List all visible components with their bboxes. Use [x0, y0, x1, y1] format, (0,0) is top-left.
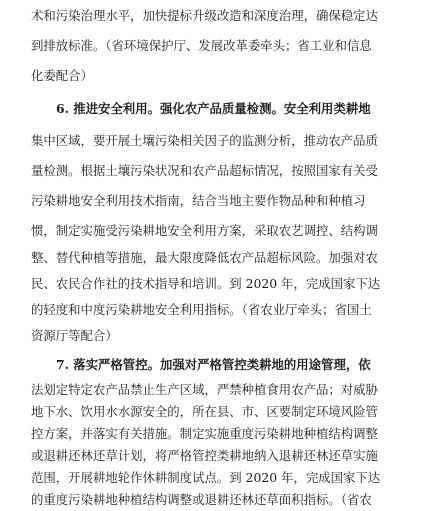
- text: 的重度污染耕地种植结构调整或退耕还林还草面积指标。（省农: [31, 492, 372, 507]
- text-line: [0, 273, 430, 295]
- text: 污染耕地安全利用技术指南，结合当地主要作物品种和种植习: [31, 193, 366, 208]
- text: 6. 推进安全利用。强化农产品质量检测。安全利用类耕地: [56, 101, 371, 116]
- text: 7. 落实严格管控。加强对严格管控类耕地的用途管理，依: [56, 357, 371, 372]
- text: 整、替代种植等措施，最大限度降低农产品超标风险。加强对农: [31, 250, 378, 265]
- text-line: [0, 247, 430, 269]
- text-line: [0, 489, 430, 511]
- text: 的轻度和中度污染耕地安全利用指标。（省农业厅牵头；省国土: [31, 302, 372, 317]
- text-line: [0, 423, 430, 445]
- text-line: [0, 35, 430, 57]
- text-line: [0, 445, 430, 467]
- text: 地下水、饮用水水源安全的，所在县、市、区要制定环境风险管: [31, 404, 378, 419]
- paragraph-heading: [0, 354, 430, 376]
- text: 民、农民合作社的技术指导和培训。到 2020 年，完成国家下达: [31, 276, 381, 291]
- text-line: [0, 401, 430, 423]
- text: 资源厅等配合）: [31, 328, 118, 343]
- text: 术和污染治理水平，加快提标升级改造和深度治理，确保稳定达: [31, 8, 378, 23]
- text: 控方案，并落实有关措施。制定实施重度污染耕地种植结构调整: [31, 426, 378, 441]
- text: 量检测。根据土壤污染状况和农产品超标情况，按照国家有关受: [31, 163, 378, 178]
- text: 范围，开展耕地轮作休耕制度试点。到 2020 年，完成国家下达: [31, 470, 381, 485]
- text-line: [0, 65, 430, 87]
- text: 惯，制定实施受污染耕地安全利用方案，采取农艺调控、结构调: [31, 223, 378, 238]
- text-line: [0, 299, 430, 321]
- text-line: [0, 5, 430, 27]
- text: 法划定特定农产品禁止生产区域，严禁种植食用农产品；对威胁: [31, 382, 378, 397]
- text-line: [0, 130, 430, 152]
- text-line: [0, 325, 430, 347]
- text: 或退耕还林还草计划，将严格管控类耕地纳入退耕还林还草实施: [31, 448, 378, 463]
- paragraph-heading: [0, 98, 430, 120]
- text: 化委配合）: [31, 68, 93, 83]
- text-line: [0, 160, 430, 182]
- text-line: [0, 190, 430, 212]
- text-line: [0, 220, 430, 242]
- text: 集中区域，要开展土壤污染相关因子的监测分析，推动农产品质: [31, 133, 378, 148]
- text-line: [0, 467, 430, 489]
- text-line: [0, 379, 430, 401]
- text: 到排放标准。（省环境保护厅、发展改革委牵头；省工业和信息: [31, 38, 372, 53]
